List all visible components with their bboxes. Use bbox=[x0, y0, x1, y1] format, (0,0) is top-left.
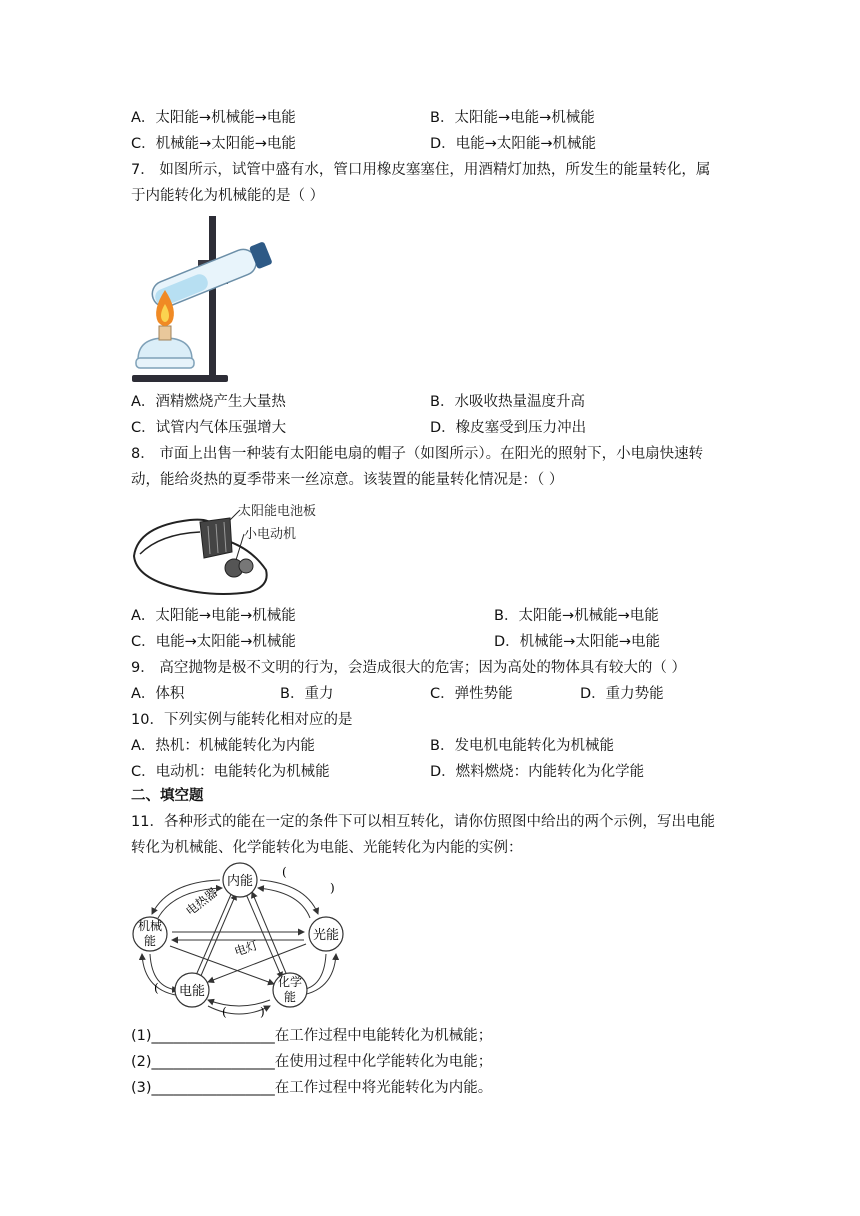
q8-option-b: B．太阳能→机械能→电能 bbox=[494, 608, 659, 624]
q7-stem-line2: 于内能转化为机械能的是（ ） bbox=[131, 188, 325, 204]
q6-option-c: C．机械能→太阳能→电能 bbox=[131, 136, 296, 152]
svg-text:内能: 内能 bbox=[226, 874, 254, 889]
q8-stem-line2: 动，能给炎热的夏季带来一丝凉意。该装置的能量转化情况是：（ ） bbox=[131, 472, 564, 488]
q10-option-c: C．电动机：电能转化为机械能 bbox=[131, 764, 330, 780]
q9-option-d: D．重力势能 bbox=[580, 686, 664, 702]
q11-blank-1[interactable]: (1)_________________在工作过程中电能转化为机械能； bbox=[131, 1028, 493, 1044]
svg-text:电能: 电能 bbox=[178, 984, 206, 999]
example-electric-heater: 电热器 bbox=[183, 885, 221, 919]
q6-option-d: D．电能→太阳能→机械能 bbox=[430, 136, 596, 152]
q7-option-b: B．水吸收热量温度升高 bbox=[430, 394, 585, 410]
q9-option-b: B．重力 bbox=[280, 686, 334, 702]
svg-text:机械: 机械 bbox=[137, 919, 163, 933]
q9-option-c: C．弹性势能 bbox=[430, 686, 513, 702]
svg-text:化学: 化学 bbox=[277, 975, 303, 989]
svg-text:(: ( bbox=[154, 981, 159, 995]
svg-text:): ) bbox=[260, 1005, 265, 1019]
q11-stem-line2: 转化为机械能、化学能转化为电能、光能转化为内能的实例： bbox=[131, 840, 523, 856]
svg-text:): ) bbox=[330, 881, 335, 895]
label-small-motor: 小电动机 bbox=[244, 527, 297, 542]
q11-blank-3[interactable]: (3)_________________在工作过程中将光能转化为内能。 bbox=[131, 1080, 493, 1096]
q7-option-d: D．橡皮塞受到压力冲出 bbox=[430, 420, 587, 436]
q11-stem-line1: 11．各种形式的能在一定的条件下可以相互转化，请你仿照图中给出的两个示例，写出电能 bbox=[131, 814, 715, 830]
q7-stem-line1: 7． 如图所示，试管中盛有水，管口用橡皮塞塞住，用酒精灯加热，所发生的能量转化，属 bbox=[131, 162, 711, 178]
q7-option-c: C．试管内气体压强增大 bbox=[131, 420, 287, 436]
q8-option-a: A．太阳能→电能→机械能 bbox=[131, 608, 296, 624]
q7-figure-test-tube-apparatus bbox=[130, 210, 280, 392]
q9-option-a: A．体积 bbox=[131, 686, 185, 702]
label-solar-panel: 太阳能电池板 bbox=[238, 504, 317, 519]
q10-option-b: B．发电机电能转化为机械能 bbox=[430, 738, 614, 754]
q8-option-d: D．机械能→太阳能→电能 bbox=[494, 634, 660, 650]
q11-figure-energy-conversion-diagram bbox=[128, 862, 368, 1028]
q11-blank-2[interactable]: (2)_________________在使用过程中化学能转化为电能； bbox=[131, 1054, 493, 1070]
svg-text:(: ( bbox=[282, 865, 287, 879]
q10-option-d: D．燃料燃烧：内能转化为化学能 bbox=[430, 764, 645, 780]
section-title-fill-in: 二、填空题 bbox=[131, 788, 204, 804]
example-electric-lamp: 电灯 bbox=[232, 938, 260, 959]
svg-text:能: 能 bbox=[283, 990, 297, 1004]
q7-option-a: A．酒精燃烧产生大量热 bbox=[131, 394, 286, 410]
svg-text:能: 能 bbox=[143, 934, 157, 948]
q6-option-b: B．太阳能→电能→机械能 bbox=[430, 110, 595, 126]
q8-stem-line1: 8． 市面上出售一种装有太阳能电扇的帽子（如图所示）。在阳光的照射下，小电扇快速转 bbox=[131, 446, 704, 462]
stand-rod bbox=[209, 216, 216, 378]
svg-text:(: ( bbox=[222, 1005, 227, 1019]
svg-text:光能: 光能 bbox=[312, 928, 340, 943]
q6-option-a: A．太阳能→机械能→电能 bbox=[131, 110, 296, 126]
q10-option-a: A．热机：机械能转化为内能 bbox=[131, 738, 315, 754]
q8-figure-solar-fan-hat bbox=[130, 496, 330, 604]
q9-stem: 9． 高空抛物是极不文明的行为，会造成很大的危害；因为高处的物体具有较大的（ ） bbox=[131, 660, 686, 676]
q8-option-c: C．电能→太阳能→机械能 bbox=[131, 634, 296, 650]
q10-stem: 10．下列实例与能转化相对应的是 bbox=[131, 712, 353, 728]
